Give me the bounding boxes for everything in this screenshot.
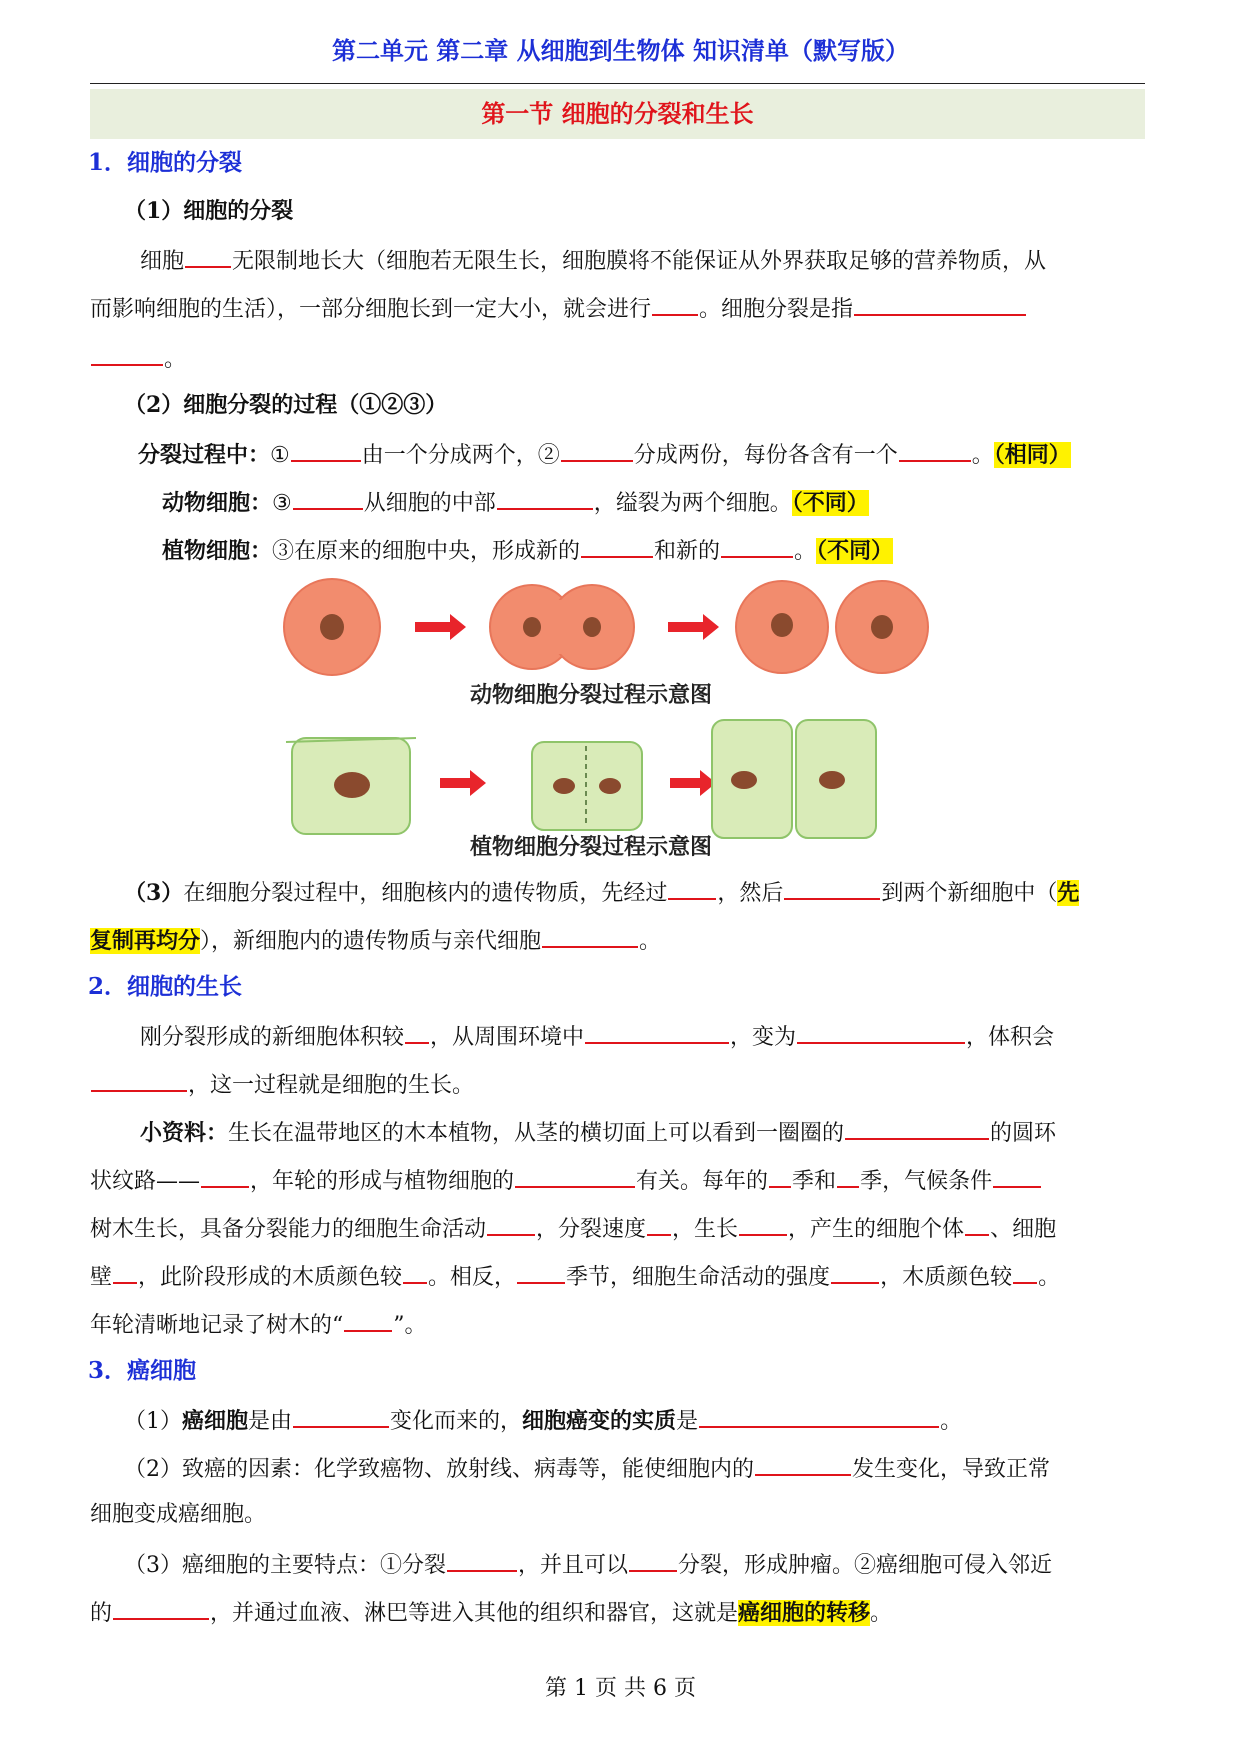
label: 植物细胞： — [162, 538, 273, 564]
text: ，产生的细胞个体 — [788, 1217, 965, 1242]
text: 状纹路—— — [90, 1169, 201, 1194]
heading-cell-division — [88, 148, 242, 178]
text: 细胞 — [140, 249, 185, 274]
text: 。细胞分裂是指 — [699, 297, 854, 322]
text: ，分裂速度 — [536, 1217, 647, 1242]
text: ，年轮的形成与植物细胞的 — [250, 1169, 515, 1194]
text: ③ — [272, 491, 292, 516]
paragraph-1-line1 — [140, 244, 1046, 277]
info-line5 — [90, 1308, 427, 1341]
info-line1 — [140, 1116, 1056, 1149]
s3-line2 — [90, 924, 661, 957]
highlight: 先 — [1057, 880, 1080, 906]
blank[interactable] — [201, 1164, 249, 1188]
text: 到两个新细胞中（ — [881, 881, 1058, 906]
blank[interactable] — [721, 534, 793, 558]
blank[interactable] — [1013, 1260, 1037, 1284]
highlight: 癌细胞的转移 — [738, 1600, 871, 1626]
highlight: （不同） — [791, 490, 869, 516]
blank[interactable] — [403, 1260, 427, 1284]
subheading-1: （1）细胞的分裂 — [124, 198, 294, 224]
label: 小资料： — [140, 1120, 229, 1146]
heading-number: 2． — [88, 973, 128, 1000]
text: ，变为 — [730, 1025, 797, 1050]
text: ③在原来的细胞中央，形成新的 — [272, 539, 581, 564]
blank[interactable] — [113, 1260, 137, 1284]
text: 季节，细胞生命活动的强度 — [566, 1265, 831, 1290]
blank[interactable] — [845, 1116, 989, 1140]
text: 发生变化，导致正常 — [852, 1457, 1051, 1482]
text: ，生长 — [672, 1217, 739, 1242]
blank[interactable] — [993, 1164, 1041, 1188]
highlight: （不同） — [816, 538, 894, 564]
text: 壁 — [90, 1265, 113, 1290]
plant-cell-single — [286, 738, 416, 834]
animal-cell-dividing — [490, 585, 634, 669]
text: ，从周围环境中 — [430, 1025, 585, 1050]
page-title: 第二单元 第二章 从细胞到生物体 知识清单（默写版） — [331, 36, 910, 65]
text: 细胞变成癌细胞。 — [90, 1502, 267, 1527]
cancer-line5 — [90, 1596, 892, 1629]
text: 生长在温带地区的木本植物，从茎的横切面上可以看到一圈圈的 — [228, 1121, 845, 1146]
page-footer: 第 1 页 共 6 页 — [545, 1676, 696, 1701]
blank[interactable] — [91, 1068, 187, 1092]
text: 由一个分成两个，② — [361, 443, 560, 468]
animal-cell-single — [284, 579, 380, 675]
animal-cell-divided — [736, 581, 928, 673]
text: （3）癌细胞的主要特点：①分裂 — [124, 1553, 446, 1578]
text: 年轮清晰地记录了树木的“ — [90, 1313, 344, 1338]
text: 。 — [971, 443, 994, 468]
text: ，并且可以 — [518, 1553, 629, 1578]
text: 季，气候条件 — [860, 1169, 993, 1194]
text: ，体积会 — [966, 1025, 1055, 1050]
plant-figure-caption: 植物细胞分裂过程示意图 — [470, 835, 713, 860]
text: 是由 — [248, 1409, 293, 1434]
text: 季和 — [792, 1169, 837, 1194]
text: 。 — [1038, 1265, 1061, 1290]
blank[interactable] — [293, 486, 363, 510]
text: 变化而来的， — [390, 1409, 523, 1434]
arrow-icon — [440, 770, 486, 796]
blank[interactable] — [755, 1452, 851, 1476]
arrow-icon — [415, 614, 466, 640]
text: ，然后 — [717, 881, 784, 906]
text: 和新的 — [654, 539, 721, 564]
blank[interactable] — [652, 292, 698, 316]
cancer-line1 — [124, 1404, 962, 1437]
text: 的圆环 — [990, 1121, 1057, 1146]
text: ，木质颜色较 — [880, 1265, 1013, 1290]
process-line — [138, 438, 1071, 471]
subheading-2: （2）细胞分裂的过程（①②③） — [124, 392, 448, 418]
section-title: 第一节 细胞的分裂和生长 — [481, 99, 754, 128]
heading-text: 癌细胞 — [127, 1357, 197, 1384]
text: 。 — [794, 539, 817, 564]
heading-number: 1． — [88, 149, 128, 176]
animal-figure-caption: 动物细胞分裂过程示意图 — [470, 683, 713, 708]
blank[interactable] — [91, 342, 163, 366]
arrow-icon — [670, 770, 716, 796]
info-line3 — [90, 1212, 1056, 1245]
cancer-line4 — [124, 1548, 1052, 1581]
blank[interactable] — [487, 1212, 535, 1236]
text: ，并通过血液、淋巴等进入其他的组织和器官，这就是 — [210, 1601, 739, 1626]
blank[interactable] — [854, 292, 1026, 316]
growth-line1 — [140, 1020, 1054, 1053]
text: 分裂，形成肿瘤。②癌细胞可侵入邻近 — [678, 1553, 1053, 1578]
text: （1） — [124, 1409, 182, 1434]
text: 。 — [940, 1409, 963, 1434]
arrow-icon — [668, 614, 719, 640]
text: 是 — [676, 1409, 699, 1434]
blank[interactable] — [784, 876, 880, 900]
text: ，缢裂为两个细胞。 — [593, 491, 792, 516]
highlight: （相同） — [993, 442, 1071, 468]
label: 动物细胞： — [162, 490, 273, 516]
blank[interactable] — [497, 486, 593, 510]
plant-cell-dividing — [532, 742, 642, 830]
blank[interactable] — [699, 1404, 939, 1428]
text: 。 — [639, 929, 662, 954]
text: ），新细胞内的遗传物质与亲代细胞 — [200, 929, 542, 954]
blank[interactable] — [585, 1020, 729, 1044]
info-line2 — [90, 1164, 1042, 1197]
growth-line2 — [90, 1068, 474, 1101]
plant-line — [162, 534, 893, 567]
blank[interactable] — [293, 1404, 389, 1428]
heading-cell-growth — [88, 972, 242, 1002]
label: （3） — [124, 880, 184, 906]
blank[interactable] — [405, 1020, 429, 1044]
heading-number: 3． — [88, 1357, 128, 1384]
text: 在细胞分裂过程中，细胞核内的遗传物质，先经过 — [183, 881, 668, 906]
paragraph-1-line3 — [90, 342, 186, 375]
blank[interactable] — [113, 1596, 209, 1620]
blank[interactable] — [668, 876, 716, 900]
info-line4 — [90, 1260, 1060, 1293]
text: 而影响细胞的生活），一部分细胞长到一定大小，就会进行 — [90, 297, 652, 322]
cancer-line3 — [90, 1500, 266, 1530]
animal-line — [162, 486, 869, 519]
text: ① — [270, 443, 290, 468]
text: 分成两份，每份各含有一个 — [633, 443, 898, 468]
blank[interactable] — [447, 1548, 517, 1572]
text: 无限制地长大（细胞若无限生长，细胞膜将不能保证从外界获取足够的营养物质，从 — [232, 249, 1047, 274]
blank[interactable] — [542, 924, 638, 948]
blank[interactable] — [561, 438, 633, 462]
blank[interactable] — [629, 1548, 677, 1572]
blank[interactable] — [344, 1308, 392, 1332]
text: 。 — [164, 347, 187, 372]
cell-division-figure — [270, 570, 960, 870]
text: ”。 — [393, 1313, 427, 1338]
heading-text: 细胞的生长 — [127, 973, 243, 1000]
highlight: 复制再均分 — [90, 928, 201, 954]
blank[interactable] — [517, 1260, 565, 1284]
blank[interactable] — [739, 1212, 787, 1236]
text: 癌细胞 — [182, 1408, 249, 1434]
blank[interactable] — [647, 1212, 671, 1236]
blank[interactable] — [581, 534, 653, 558]
blank[interactable] — [837, 1164, 859, 1188]
header-divider — [90, 83, 1145, 84]
text: 。 — [870, 1601, 893, 1626]
text: 细胞癌变的实质 — [522, 1408, 677, 1434]
text: 从细胞的中部 — [363, 491, 496, 516]
paragraph-1-line2 — [90, 292, 1027, 325]
text: 刚分裂形成的新细胞体积较 — [140, 1025, 405, 1050]
text: 、细胞 — [990, 1217, 1057, 1242]
text: 有关。每年的 — [636, 1169, 769, 1194]
text: 树木生长，具备分裂能力的细胞生命活动 — [90, 1217, 487, 1242]
text: （2）致癌的因素：化学致癌物、放射线、病毒等，能使细胞内的 — [124, 1457, 754, 1482]
blank[interactable] — [769, 1164, 791, 1188]
blank[interactable] — [515, 1164, 635, 1188]
plant-cell-divided — [712, 720, 876, 838]
blank[interactable] — [965, 1212, 989, 1236]
text: 。相反， — [428, 1265, 517, 1290]
cancer-line2 — [124, 1452, 1050, 1485]
blank[interactable] — [797, 1020, 965, 1044]
blank[interactable] — [185, 244, 231, 268]
heading-text: 细胞的分裂 — [127, 149, 243, 176]
s3-line1 — [124, 876, 1079, 909]
text: ，此阶段形成的木质颜色较 — [138, 1265, 403, 1290]
heading-cancer-cell — [88, 1356, 196, 1386]
label: 分裂过程中： — [138, 442, 271, 468]
text: ，这一过程就是细胞的生长。 — [188, 1073, 475, 1098]
text: 的 — [90, 1601, 113, 1626]
blank[interactable] — [899, 438, 971, 462]
blank[interactable] — [831, 1260, 879, 1284]
blank[interactable] — [291, 438, 361, 462]
